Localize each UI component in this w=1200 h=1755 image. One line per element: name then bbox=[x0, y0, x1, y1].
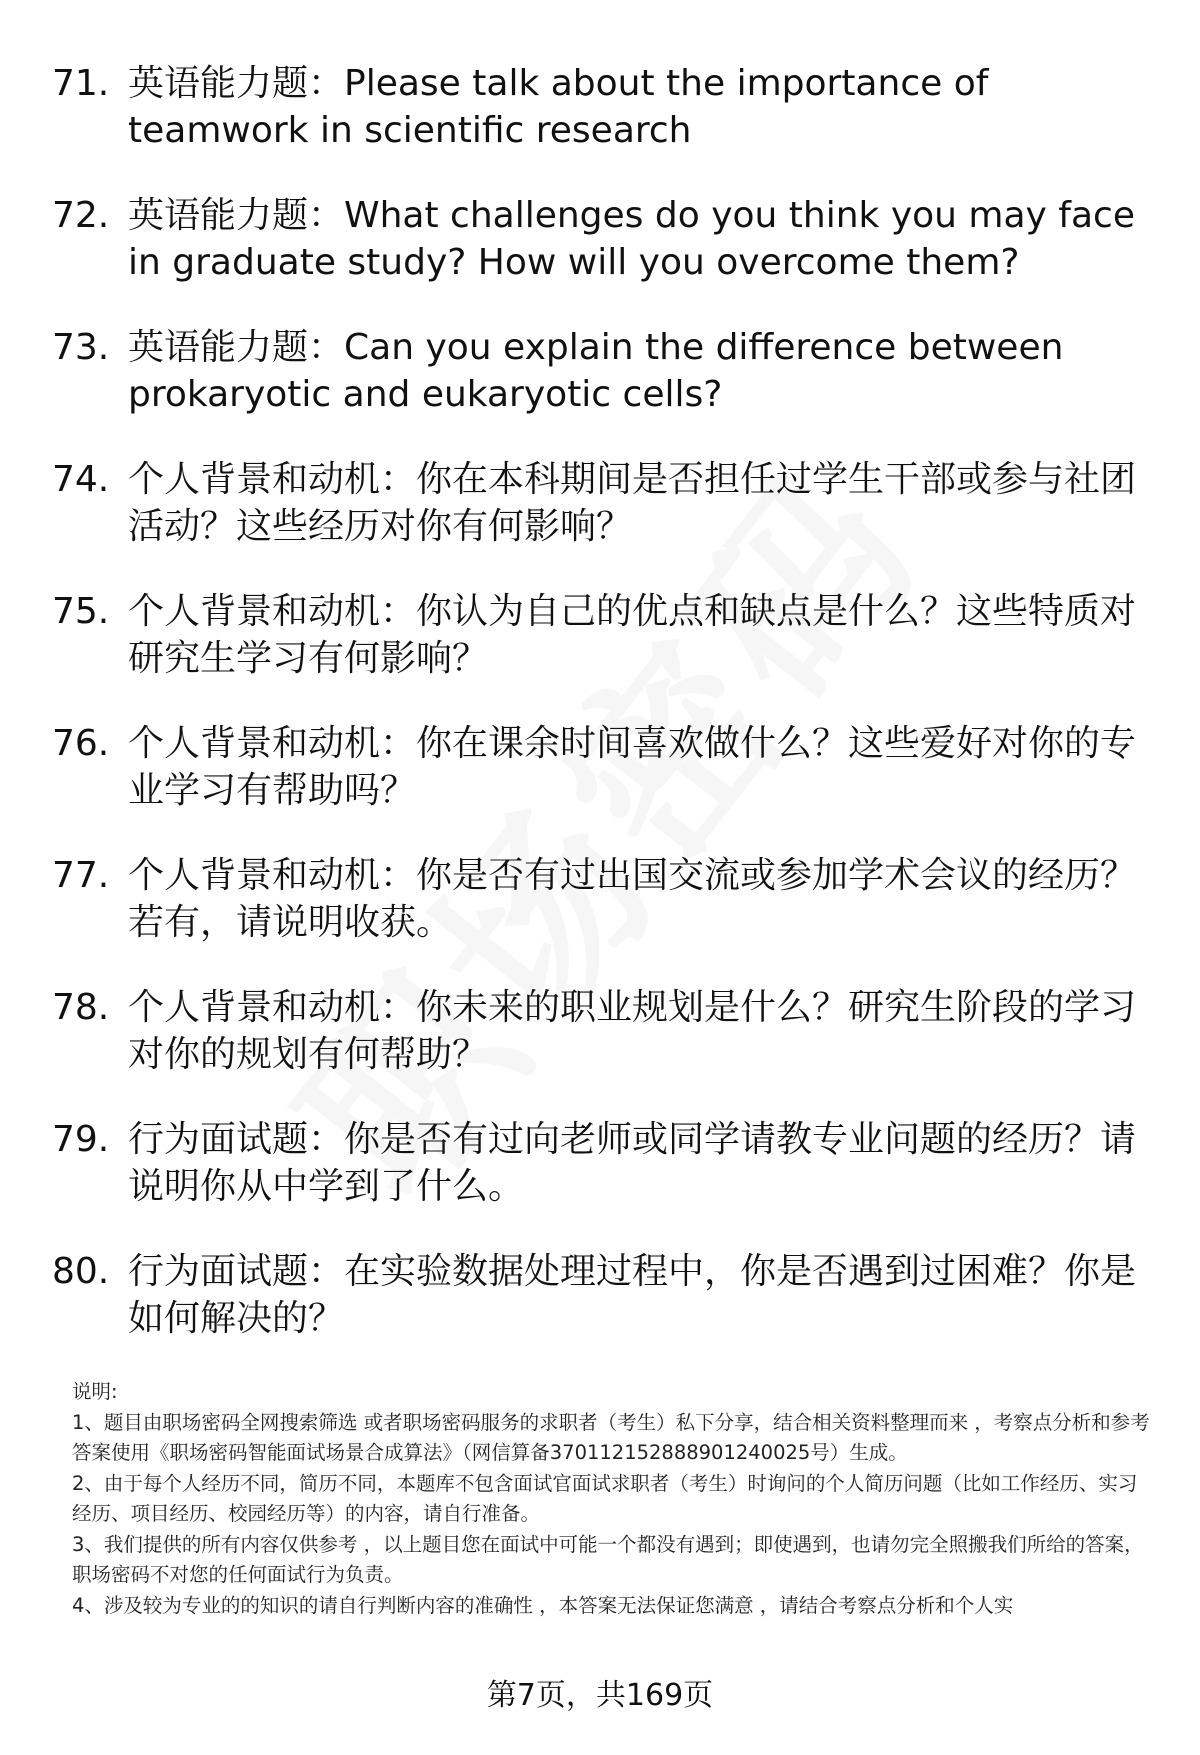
list-item bbox=[52, 1116, 1152, 1210]
question-list bbox=[52, 60, 1152, 1380]
question-number: 78. bbox=[52, 987, 110, 1028]
notes-title: 说明: bbox=[72, 1380, 118, 1403]
list-item bbox=[52, 192, 1152, 286]
question-number: 71. bbox=[52, 63, 110, 104]
question-number: 73. bbox=[52, 327, 110, 368]
question-text: 个人背景和动机：你是否有过出国交流或参加学术会议的经历？若有，请说明收获。 bbox=[128, 855, 1137, 943]
question-text: 英语能力题：Can you explain the difference between prokaryotic and eukaryotic cells? bbox=[128, 327, 1064, 415]
question-text: 个人背景和动机：你在课余时间喜欢做什么？这些爱好对你的专业学习有帮助吗？ bbox=[128, 723, 1137, 811]
question-number: 77. bbox=[52, 855, 110, 896]
question-number: 76. bbox=[52, 723, 110, 764]
question-text: 英语能力题：Please talk about the importance of teamwork in scientific research bbox=[128, 63, 989, 151]
question-number: 80. bbox=[52, 1251, 110, 1292]
question-number: 72. bbox=[52, 195, 110, 236]
question-text: 个人背景和动机：你认为自己的优点和缺点是什么？这些特质对研究生学习有何影响？ bbox=[128, 591, 1137, 679]
list-item bbox=[52, 720, 1152, 814]
question-number: 79. bbox=[52, 1119, 110, 1160]
question-text: 行为面试题：你是否有过向老师或同学请教专业问题的经历？请说明你从中学到了什么。 bbox=[128, 1119, 1137, 1207]
question-text: 个人背景和动机：你在本科期间是否担任过学生干部或参与社团活动？这些经历对你有何影响？ bbox=[128, 459, 1137, 547]
note-item: 4、涉及较为专业的的知识的请自行判断内容的准确性 ，本答案无法保证您满意 ，请结合考察点分析和个人实 bbox=[72, 1593, 1014, 1617]
list-item bbox=[52, 984, 1152, 1078]
question-text: 个人背景和动机：你未来的职业规划是什么？研究生阶段的学习对你的规划有何帮助？ bbox=[128, 987, 1137, 1075]
list-item bbox=[52, 852, 1152, 946]
note-item: 2、由于每个人经历不同，简历不同，本题库不包含面试官面试求职者（考生）时询问的个人简历问题（比如工作经历、实习经历、项目经历、校园经历等）的内容，请自行准备。 bbox=[72, 1471, 1138, 1525]
list-item bbox=[52, 324, 1152, 418]
question-text: 英语能力题：What challenges do you think you may face in graduate study? How will you overcome them? bbox=[128, 195, 1135, 283]
list-item bbox=[52, 1248, 1152, 1342]
list-item bbox=[52, 456, 1152, 550]
list-item bbox=[52, 588, 1152, 682]
note-item: 3、我们提供的所有内容仅供参考 ，以上题目您在面试中可能一个都没有遇到；即使遇到，也请勿完全照搬我们所给的答案，职场密码不对您的任何面试行为负责。 bbox=[72, 1532, 1144, 1586]
page-number: 第7页，共169页 bbox=[486, 1678, 714, 1713]
notes-section bbox=[72, 1377, 1152, 1621]
question-number: 75. bbox=[52, 591, 110, 632]
note-item: 1、题目由职场密码全网搜索筛选 或者职场密码服务的求职者（考生）私下分享，结合相关资料整理而来 ，考察点分析和参考答案使用《职场密码智能面试场景合成算法》（网信算备370112152888901240025号）生成。 bbox=[72, 1410, 1150, 1464]
list-item bbox=[52, 60, 1152, 154]
question-text: 行为面试题：在实验数据处理过程中，你是否遇到过困难？你是如何解决的？ bbox=[128, 1251, 1137, 1339]
question-number: 74. bbox=[52, 459, 110, 500]
